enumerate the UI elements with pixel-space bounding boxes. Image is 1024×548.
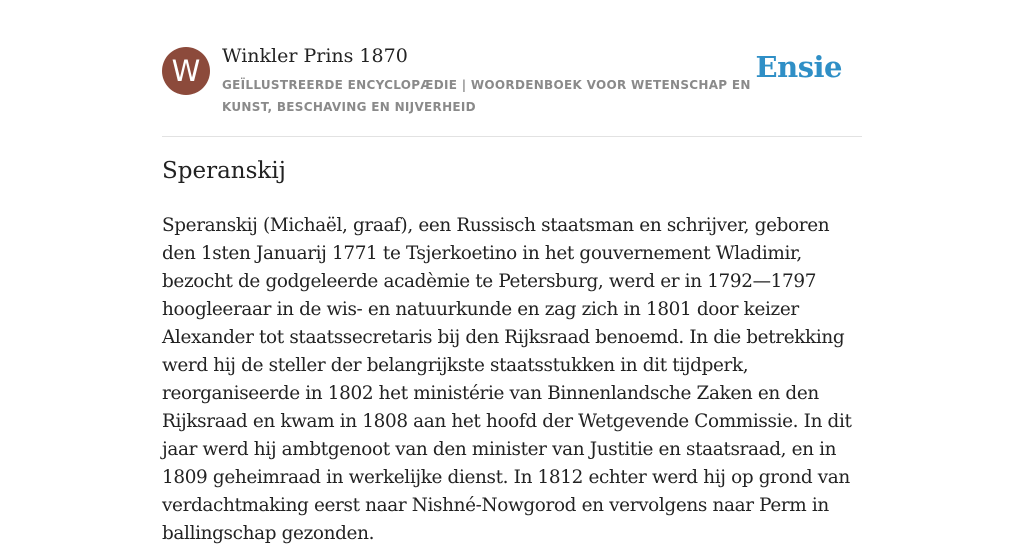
source-subtitle: GEÏLLUSTREERDE ENCYCLOPÆDIE | WOORDENBOEK VOOR WETENSCHAP EN KUNST, BESCHAVING EN NIJVERHEID <box>222 78 751 114</box>
source-header <box>162 44 862 137</box>
source-title[interactable]: Winkler Prins 1870 <box>222 45 408 67</box>
ensie-logo[interactable]: Ensie <box>755 50 842 84</box>
entry-title: Speranskij <box>162 158 286 184</box>
entry-body: Speranskij (Michaël, graaf), een Russisch staatsman en schrijver, geboren den 1sten Januarij 1771 te Tsjerkoetino in het gouvernement Wladimir, bezocht de godgeleerde acadèmie te Petersburg, werd er in 1792—1797 hoogleeraar in de wis- en natuurkunde en zag zich in 1801 door keizer Alexander tot staatssecretaris bij den Rijksraad benoemd. In die betrekking werd hij de steller der belangrijkste staatsstukken in dit tijdperk, reorganiseerde in 1802 het ministérie van Binnenlandsche Zaken en den Rijksraad en kwam in 1808 aan het hoofd der Wetgevende Commissie. In dit jaar werd hij ambtgenoot van den minister van Justitie en staatsraad, en in 1809 geheimraad in werkelijke dienst. In 1812 echter werd hij op grond van verdachtmaking eerst naar Nishné-Nowgorod en vervolgens naar Perm in ballingschap gezonden. <box>162 215 852 544</box>
source-avatar[interactable]: W <box>162 47 210 95</box>
